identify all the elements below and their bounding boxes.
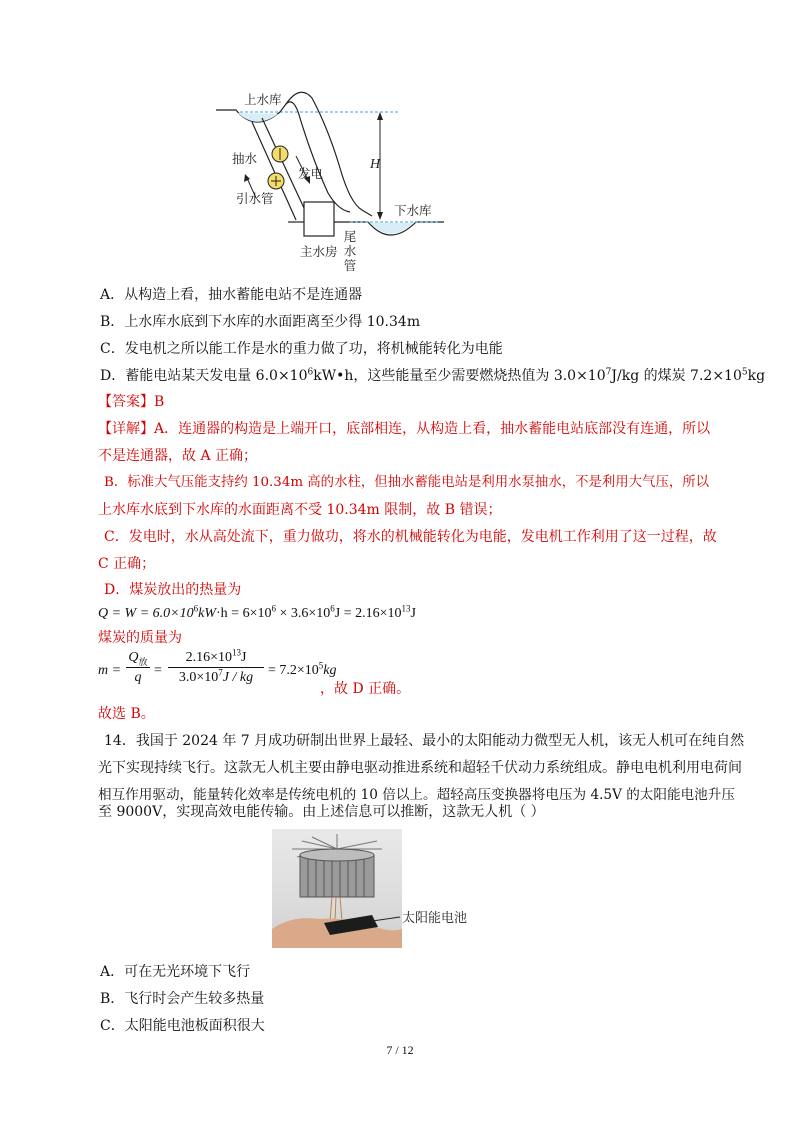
- explanation-line-10: 故选 B。: [98, 706, 155, 722]
- q14-line-2: 光下实现持续飞行。这款无人机主要由静电驱动推进系统和超轻千伏动力系统组成。静电电机利用电荷间: [98, 760, 742, 776]
- q14-line-3: 相互作用驱动，能量转化效率是传统电机的 10 倍以上。超轻高压变换器将电压为 4.5V 的太阳能电池升压: [98, 787, 735, 803]
- upper-reservoir-label: 上水库: [244, 92, 282, 107]
- generate-label: 发电: [298, 166, 324, 181]
- q14-line-4: 至 9000V，实现高效电能传输。由上述信息可以推断，这款无人机（ ）: [98, 804, 545, 820]
- drone-photo: [272, 829, 402, 948]
- answer-label: 【答案】B: [98, 394, 165, 410]
- q14-line-1: 14．我国于 2024 年 7 月成功研制出世界上最轻、最小的太阳能动力微型无人机，该无人机可在纯自然: [104, 733, 745, 749]
- pipe-label: 引水管: [236, 191, 274, 206]
- height-label: H: [370, 157, 381, 172]
- pump-label: 抽水: [232, 151, 258, 166]
- q14-option-a: A．可在无光环境下飞行: [100, 964, 251, 980]
- q13-option-c: C．发电机之所以能工作是水的重力做了功，将机械能转化为电能: [100, 341, 503, 357]
- formula-heat: $Q = W = 6.0\times 10^6kW\cdot h = 6\times 10^6 \times 3.6\times 10^6J = 2.16\times 10^{13}J$: [98, 603, 416, 621]
- explanation-line-8: 煤炭的质量为: [98, 630, 182, 646]
- solar-cell-label: 太阳能电池: [402, 911, 468, 926]
- page-number: 7 / 12: [386, 1043, 414, 1057]
- lower-reservoir-label: 下水库: [394, 203, 432, 218]
- explanation-line-6: C 正确；: [98, 556, 156, 572]
- explanation-line-4: 上水库水底到下水库的水面距离不受 10.34m 限制，故 B 错误；: [98, 502, 502, 518]
- explanation-line-1: 【详解】A．连通器的构造是上端开口，底部相连，从构造上看，抽水蓄能电站底部没有连通，所以: [98, 421, 711, 437]
- tail-pipe-label: 尾水管: [342, 230, 357, 274]
- formula-mass: m = $Q_放$ q = $\frac{2.16\times 10^{13}J}{3.0\times 10^7J / kg}$ = $7.2\times 10^5kg$: [98, 647, 337, 685]
- powerhouse-label: 主水房: [300, 244, 338, 259]
- explanation-line-3: B．标准大气压能支持约 10.34m 高的水柱，但抽水蓄能电站是利用水泵抽水，不是利用大气压，所以: [104, 475, 710, 490]
- explanation-line-5: C．发电时，水从高处流下，重力做功，将水的机械能转化为电能，发电机工作利用了这一过程，故: [104, 529, 717, 545]
- q13-option-d: D．蓄能电站某天发电量 $6.0\times 10^6kW•h$，这些能量至少需要燃烧热值为 $3.0\times 10^7J/kg$ 的煤炭 $7.2\times 10^5kg$: [100, 367, 766, 384]
- explanation-line-7: D．煤炭放出的热量为: [104, 582, 242, 598]
- q14-option-b: B．飞行时会产生较多热量: [100, 991, 265, 1007]
- q14-option-c: C．太阳能电池板面积很大: [100, 1018, 265, 1034]
- drone-illustration: [272, 829, 402, 948]
- q13-option-a: A．从构造上看，抽水蓄能电站不是连通器: [100, 287, 363, 303]
- explanation-line-2: 不是连通器，故 A 正确；: [98, 448, 258, 464]
- explanation-line-9: ，故 D 正确。: [320, 681, 411, 697]
- q13-option-b: B．上水库水底到下水库的水面距离至少得 10.34m: [100, 314, 421, 330]
